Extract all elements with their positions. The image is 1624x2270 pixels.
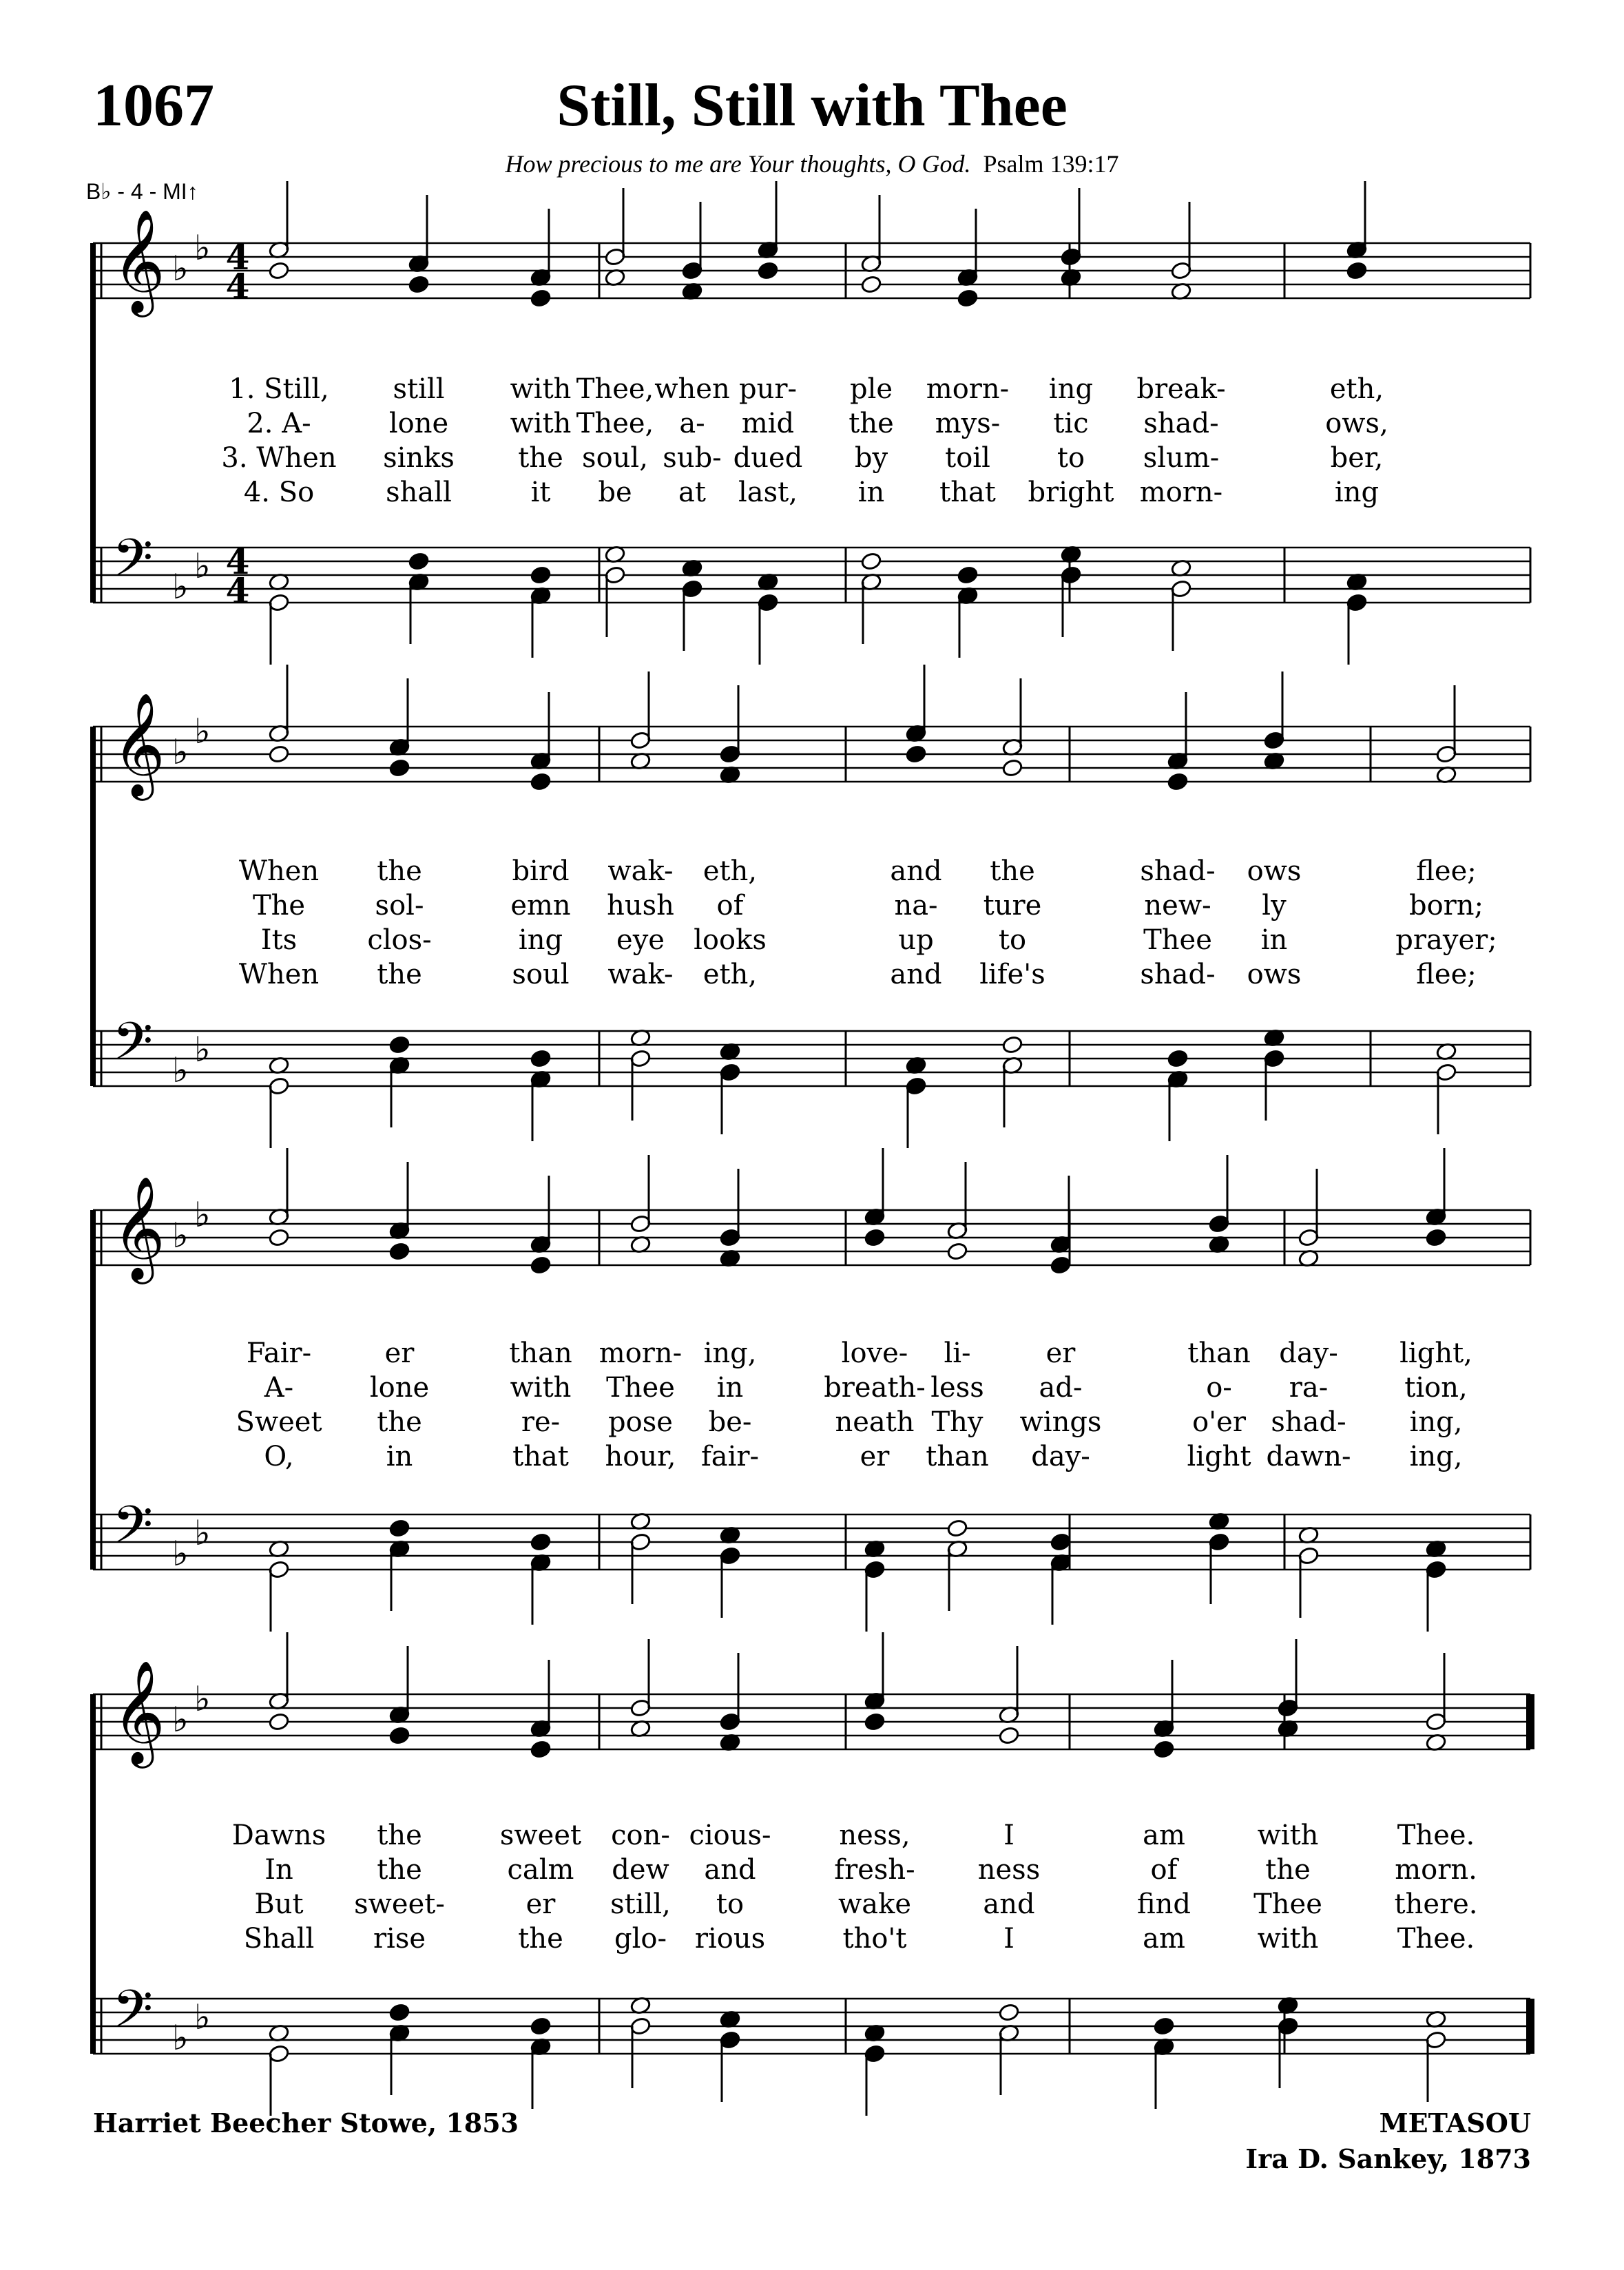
note-head — [530, 289, 551, 308]
lyric-syllable: day- — [1031, 1441, 1090, 1472]
lyric-syllable: wake — [838, 1888, 911, 1920]
lyric-syllable: Its — [260, 924, 298, 956]
time-signature-top: 4 — [225, 237, 250, 278]
lyric-syllable: I — [1003, 1820, 1014, 1851]
lyric-syllable: Thee. — [1397, 1820, 1475, 1851]
lyric-syllable: pur- — [738, 373, 798, 405]
note-head — [530, 1256, 551, 1275]
lyric-syllable: the — [990, 855, 1035, 887]
note-head — [268, 744, 289, 764]
flat-icon: ♭ — [172, 2018, 189, 2058]
lyric-syllable: new- — [1144, 890, 1211, 921]
lyric-syllable: bright — [1028, 477, 1114, 508]
lyric-syllable: be- — [708, 1406, 752, 1438]
lyric-syllable: A- — [264, 1372, 294, 1404]
lyric-syllable: the — [518, 442, 563, 474]
lyric-syllable: cious- — [689, 1820, 771, 1851]
note-head — [1153, 1740, 1174, 1759]
lyric-syllable: tic — [1053, 408, 1089, 439]
lyric-syllable: Thee — [1253, 1888, 1322, 1920]
lyric-syllable: hush — [607, 890, 674, 921]
lyric-syllable: last, — [738, 477, 798, 508]
treble-clef-icon: 𝄞 — [112, 208, 165, 313]
lyric-syllable: ple — [849, 373, 893, 405]
lyric-line-verse-3 — [0, 441, 1624, 475]
note-head — [864, 1712, 885, 1731]
note-head — [860, 275, 882, 294]
note-head — [1425, 1228, 1446, 1247]
lyric-syllable: soul, — [582, 442, 648, 474]
flat-icon: ♭ — [172, 249, 189, 289]
lyric-line-verse-4 — [0, 957, 1624, 992]
note-head — [388, 1035, 410, 1054]
lyric-syllable: break- — [1136, 373, 1226, 405]
lyric-syllable: hour, — [605, 1441, 676, 1472]
lyric-syllable: am — [1143, 1820, 1185, 1851]
lyric-syllable: wak- — [607, 959, 674, 990]
note-head — [946, 1519, 968, 1538]
lyric-line-verse-1 — [0, 1818, 1624, 1853]
lyric-syllable: Thee — [1143, 924, 1212, 956]
lyric-syllable: ing, — [1409, 1441, 1463, 1472]
note-head — [388, 1519, 410, 1538]
lyric-syllable: 4. So — [243, 477, 315, 508]
lyric-syllable: in — [716, 1372, 744, 1404]
lyric-syllable: when — [654, 373, 730, 405]
flat-icon: ♭ — [194, 711, 211, 751]
lyric-syllable: ra- — [1289, 1372, 1329, 1404]
flat-icon: ♭ — [194, 1195, 211, 1235]
lyric-syllable: life's — [979, 959, 1045, 990]
lyric-syllable: breath- — [824, 1372, 926, 1404]
lyric-syllable: find — [1136, 1888, 1191, 1920]
note-head — [1050, 1532, 1071, 1552]
lyric-syllable: prayer; — [1395, 924, 1497, 956]
lyric-syllable: eth, — [702, 855, 758, 887]
scripture-quote: How precious to me are Your thoughts, O God. — [505, 150, 971, 178]
note-head — [530, 565, 551, 585]
flat-icon: ♭ — [172, 1050, 189, 1090]
hymn-title: Still, Still with Thee — [556, 72, 1068, 139]
lyric-syllable: the — [377, 1406, 422, 1438]
lyric-syllable: light — [1187, 1441, 1251, 1472]
lyric-syllable: born; — [1408, 890, 1484, 921]
lyric-syllable: ing, — [703, 1337, 757, 1369]
flat-icon: ♭ — [194, 1997, 211, 2037]
lyric-syllable: be — [598, 477, 632, 508]
lyric-syllable: day- — [1279, 1337, 1338, 1369]
lyric-syllable: the — [518, 1923, 563, 1955]
note-head — [530, 772, 551, 791]
lyric-syllable: Dawns — [231, 1820, 326, 1851]
lyric-syllable: morn- — [1139, 477, 1223, 508]
flat-icon: ♭ — [172, 1534, 189, 1574]
note-head — [530, 1049, 551, 1068]
lyric-syllable: ows — [1247, 855, 1302, 887]
lyric-syllable: flee; — [1416, 959, 1477, 990]
lyric-syllable: and — [890, 959, 942, 990]
lyric-syllable: Thee. — [1397, 1923, 1475, 1955]
lyric-syllable: with — [1257, 1923, 1319, 1955]
lyric-syllable: re- — [521, 1406, 561, 1438]
lyric-syllable: with — [510, 408, 572, 439]
lyric-syllable: But — [254, 1888, 304, 1920]
lyric-syllable: er — [384, 1337, 415, 1369]
note-head — [408, 275, 429, 294]
time-signature-bottom: 4 — [225, 266, 250, 306]
lyric-syllable: morn- — [926, 373, 1010, 405]
note-head — [860, 552, 882, 571]
lyric-syllable: Thee, — [576, 373, 654, 405]
note-head — [388, 1242, 410, 1261]
lyric-syllable: ing — [518, 924, 563, 956]
lyric-syllable: shad- — [1140, 855, 1216, 887]
flat-icon: ♭ — [172, 732, 189, 772]
note-head — [1167, 1049, 1188, 1068]
lyric-syllable: rious — [694, 1923, 766, 1955]
bass-clef-icon: 𝄢 — [112, 1011, 154, 1085]
lyric-syllable: soul — [512, 959, 570, 990]
note-head — [1050, 1256, 1071, 1275]
lyric-syllable: with — [510, 1372, 572, 1404]
lyric-line-verse-3 — [0, 1887, 1624, 1922]
lyric-syllable: am — [1143, 1923, 1185, 1955]
lyric-syllable: there. — [1394, 1888, 1478, 1920]
hymn-number: 1067 — [93, 72, 214, 139]
lyric-syllable: and — [983, 1888, 1035, 1920]
lyric-syllable: ad- — [1039, 1372, 1083, 1404]
lyric-syllable: When — [238, 959, 320, 990]
lyric-line-verse-4 — [0, 1922, 1624, 1956]
lyric-syllable: eth, — [1329, 373, 1384, 405]
note-head — [998, 1726, 1019, 1745]
note-head — [268, 1712, 289, 1731]
lyric-syllable: Thy — [931, 1406, 983, 1438]
lyric-syllable: the — [1265, 1854, 1311, 1886]
flat-icon: ♭ — [194, 1679, 211, 1719]
lyric-syllable: shad- — [1140, 959, 1216, 990]
lyric-syllable: than — [509, 1337, 572, 1369]
lyric-syllable: at — [678, 477, 706, 508]
lyric-syllable: that — [939, 477, 996, 508]
lyric-syllable: morn- — [598, 1337, 683, 1369]
note-head — [268, 261, 289, 280]
note-head — [957, 289, 978, 308]
lyric-syllable: pose — [608, 1406, 673, 1438]
lyric-line-verse-2 — [0, 406, 1624, 441]
lyric-syllable: er — [525, 1888, 556, 1920]
lyric-syllable: bird — [512, 855, 570, 887]
lyric-syllable: eye — [616, 924, 665, 956]
flat-icon: ♭ — [194, 1030, 211, 1070]
note-head — [905, 744, 926, 764]
flat-icon: ♭ — [172, 567, 189, 607]
lyric-syllable: with — [510, 373, 572, 405]
lyric-syllable: it — [530, 477, 551, 508]
bass-clef-icon: 𝄢 — [112, 1495, 154, 1568]
lyric-syllable: in — [857, 477, 885, 508]
lyric-syllable: flee; — [1416, 855, 1477, 887]
note-head — [408, 552, 429, 571]
lyric-syllable: shall — [386, 477, 452, 508]
lyric-syllable: ows — [1247, 959, 1302, 990]
note-head — [1001, 1035, 1023, 1054]
lyric-syllable: con- — [611, 1820, 670, 1851]
lyric-syllable: mys- — [935, 408, 1001, 439]
note-head — [530, 1532, 551, 1552]
lyric-syllable: shad- — [1271, 1406, 1346, 1438]
lyric-syllable: Fair- — [246, 1337, 312, 1369]
lyric-syllable: Sweet — [236, 1406, 322, 1438]
key-signature-info: B♭ - 4 - MI↑ — [86, 179, 198, 204]
lyric-syllable: in — [1260, 924, 1288, 956]
lyric-syllable: glo- — [614, 1923, 667, 1955]
lyric-syllable: and — [704, 1854, 756, 1886]
note-head — [1153, 2017, 1174, 2036]
lyric-syllable: lone — [369, 1372, 430, 1404]
lyric-syllable: to — [1056, 442, 1085, 474]
lyric-syllable: sweet — [499, 1820, 582, 1851]
flat-icon: ♭ — [194, 546, 211, 586]
lyric-syllable: looks — [694, 924, 767, 956]
lyric-syllable: tion, — [1404, 1372, 1468, 1404]
lyric-syllable: dawn- — [1266, 1441, 1351, 1472]
lyricist-credit: Harriet Beecher Stowe, 1853 — [93, 2107, 519, 2138]
lyric-syllable: er — [1045, 1337, 1076, 1369]
lyric-line-verse-4 — [0, 475, 1624, 510]
lyric-syllable: the — [377, 1820, 422, 1851]
note-head — [864, 1228, 885, 1247]
lyric-syllable: ness — [977, 1854, 1041, 1886]
lyric-syllable: ing — [1334, 477, 1380, 508]
time-signature-top: 4 — [225, 541, 250, 582]
lyric-syllable: the — [377, 1854, 422, 1886]
lyric-syllable: that — [512, 1441, 569, 1472]
lyric-syllable: less — [930, 1372, 984, 1404]
lyric-syllable: sol- — [375, 890, 424, 921]
lyric-line-verse-1 — [0, 372, 1624, 406]
lyric-syllable: to — [716, 1888, 745, 1920]
lyric-syllable: sweet- — [354, 1888, 445, 1920]
scripture-reference: Psalm 139:17 — [983, 150, 1119, 178]
lyric-syllable: li- — [944, 1337, 971, 1369]
lyric-syllable: the — [849, 408, 894, 439]
note-head — [1167, 772, 1188, 791]
lyric-syllable: O, — [264, 1441, 294, 1472]
lyric-syllable: than — [1187, 1337, 1251, 1369]
lyric-syllable: shad- — [1143, 408, 1219, 439]
flat-icon: ♭ — [194, 228, 211, 268]
lyric-syllable: Shall — [243, 1923, 315, 1955]
tune-name: METASOU — [1379, 2107, 1531, 2138]
composer-credit: Ira D. Sankey, 1873 — [1245, 2143, 1531, 2174]
note-head — [388, 758, 410, 778]
lyric-syllable: 3. When — [221, 442, 337, 474]
lyric-syllable: fresh- — [834, 1854, 915, 1886]
lyric-syllable: dew — [612, 1854, 669, 1886]
lyric-syllable: lone — [388, 408, 449, 439]
note-head — [946, 1242, 968, 1261]
note-head — [957, 565, 978, 585]
bass-clef-icon: 𝄢 — [112, 1979, 154, 2052]
note-head — [388, 2003, 410, 2022]
lyric-syllable: o'er — [1192, 1406, 1246, 1438]
lyric-syllable: mid — [741, 408, 795, 439]
lyric-syllable: Thee, — [576, 408, 654, 439]
lyric-syllable: In — [264, 1854, 293, 1886]
lyric-syllable: than — [926, 1441, 989, 1472]
lyric-line-verse-2 — [0, 888, 1624, 923]
lyric-syllable: eth, — [702, 959, 758, 990]
lyric-syllable: of — [716, 890, 744, 921]
lyric-syllable: still, — [610, 1888, 671, 1920]
note-head — [757, 261, 778, 280]
lyric-syllable: by — [854, 442, 888, 474]
note-head — [998, 2003, 1019, 2022]
lyric-syllable: Thee — [606, 1372, 675, 1404]
lyric-syllable: still — [393, 373, 445, 405]
note-head — [388, 1726, 410, 1745]
lyric-syllable: toil — [945, 442, 990, 474]
lyric-syllable: 2. A- — [247, 408, 311, 439]
lyric-syllable: sinks — [383, 442, 455, 474]
time-signature-bottom: 4 — [225, 570, 250, 611]
flat-icon: ♭ — [172, 1700, 189, 1740]
lyric-syllable: neath — [835, 1406, 915, 1438]
lyric-syllable: ber, — [1330, 442, 1384, 474]
flat-icon: ♭ — [194, 1513, 211, 1553]
lyric-syllable: to — [998, 924, 1027, 956]
lyric-syllable: sub- — [663, 442, 722, 474]
lyric-syllable: ing, — [1409, 1406, 1463, 1438]
treble-clef-icon: 𝄞 — [112, 1659, 165, 1764]
lyric-syllable: rise — [373, 1923, 426, 1955]
lyric-syllable: wak- — [607, 855, 674, 887]
lyric-syllable: ness, — [839, 1820, 910, 1851]
flat-icon: ♭ — [172, 1216, 189, 1256]
lyric-syllable: ly — [1262, 890, 1287, 921]
lyric-syllable: The — [252, 890, 306, 921]
lyric-syllable: with — [1257, 1820, 1319, 1851]
note-head — [1001, 758, 1023, 778]
note-head — [530, 2017, 551, 2036]
lyric-syllable: o- — [1206, 1372, 1232, 1404]
lyric-syllable: na- — [894, 890, 938, 921]
lyric-line-verse-2 — [0, 1853, 1624, 1887]
lyric-syllable: emn — [510, 890, 571, 921]
lyric-syllable: light, — [1399, 1337, 1472, 1369]
lyric-line-verse-4 — [0, 1439, 1624, 1474]
treble-clef-icon: 𝄞 — [112, 691, 165, 796]
lyric-syllable: and — [890, 855, 942, 887]
lyric-line-verse-3 — [0, 1405, 1624, 1439]
lyric-syllable: love- — [841, 1337, 908, 1369]
note-head — [268, 1228, 289, 1247]
lyric-syllable: slum- — [1143, 442, 1220, 474]
lyric-syllable: the — [377, 855, 422, 887]
lyric-syllable: tho't — [842, 1923, 907, 1955]
lyric-syllable: er — [860, 1441, 890, 1472]
lyric-syllable: ows, — [1325, 408, 1388, 439]
lyric-syllable: dued — [733, 442, 803, 474]
lyric-syllable: ing — [1048, 373, 1094, 405]
lyric-syllable: the — [377, 959, 422, 990]
bass-clef-icon: 𝄢 — [112, 528, 154, 601]
lyric-syllable: I — [1003, 1923, 1014, 1955]
lyric-line-verse-2 — [0, 1371, 1624, 1405]
lyric-syllable: fair- — [700, 1441, 760, 1472]
lyric-line-verse-1 — [0, 854, 1624, 888]
lyric-syllable: of — [1150, 1854, 1178, 1886]
lyric-syllable: ture — [983, 890, 1042, 921]
lyric-syllable: calm — [507, 1854, 574, 1886]
lyric-syllable: 1. Still, — [229, 373, 329, 405]
lyric-line-verse-3 — [0, 923, 1624, 957]
lyric-syllable: in — [386, 1441, 413, 1472]
lyric-syllable: When — [238, 855, 320, 887]
lyric-syllable: up — [898, 924, 934, 956]
lyric-syllable: morn. — [1395, 1854, 1477, 1886]
lyric-syllable: wings — [1019, 1406, 1102, 1438]
treble-clef-icon: 𝄞 — [112, 1175, 165, 1280]
note-head — [530, 1740, 551, 1759]
note-head — [1346, 261, 1367, 280]
lyric-line-verse-1 — [0, 1336, 1624, 1371]
lyric-syllable: a- — [679, 408, 705, 439]
lyric-syllable: clos- — [367, 924, 432, 956]
